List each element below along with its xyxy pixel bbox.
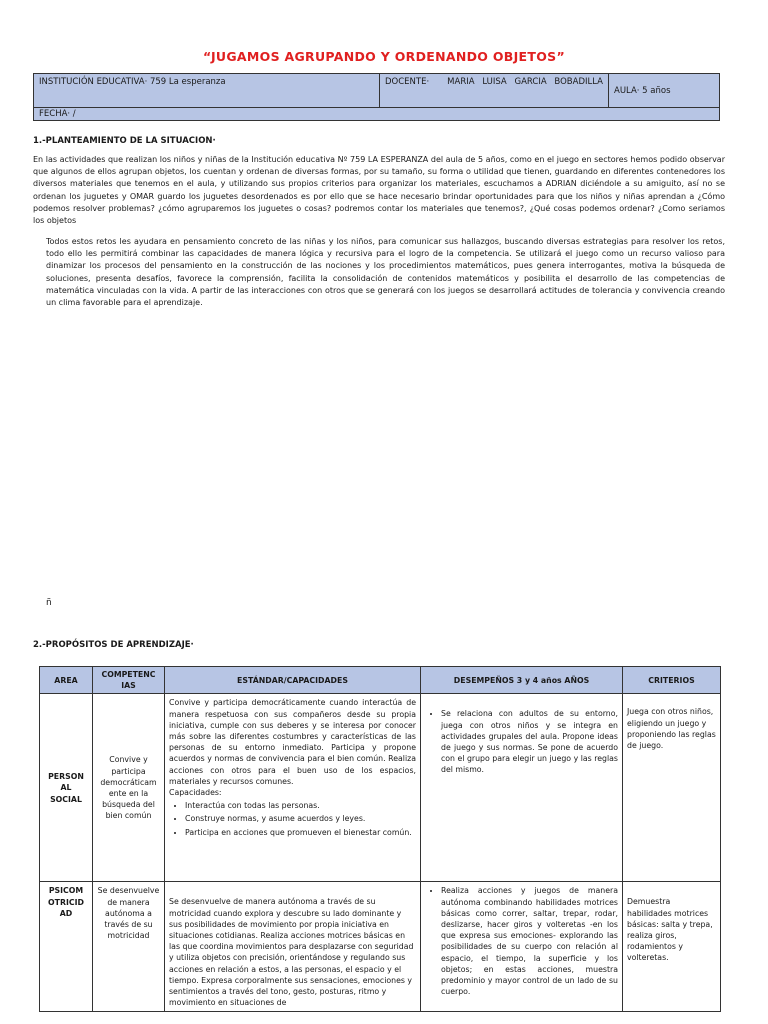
- document-title: “JUGAMOS AGRUPANDO Y ORDENANDO OBJETOS”: [203, 49, 565, 64]
- fecha-cell: FECHA· /: [34, 108, 720, 121]
- area-cell: PERSON AL SOCIAL: [40, 694, 93, 882]
- situation-paragraph-2: Todos estos retos les ayudara en pensamiento concreto de las niñas y los niños, para comunicar sus hallazgos, buscando diversas estrategias para resolver los retos, todo ello les permitirá combinar las capacidades de manera lógica y recursiva para el logro de la competencia. Se utilizará el juego como un recurso valioso para dinamizar los procesos del pensamiento en la construcción de las nociones y los procedimientos matemáticos, pues genera interrogantes, motiva la búsqueda de soluciones, presenta desafíos, favorece la comprensión, facilita la consolidación de contenidos matemáticos y posibilita el desarrollo de las competencias de matemática vinculadas con la vida. A partir de las interacciones con otros que se generará con los juegos se desarrollará actitudes de tolerancia y convivencia creando un clima favorable para el aprendizaje.: [46, 237, 725, 308]
- col-header-competencias: COMPETENC IAS: [93, 667, 165, 694]
- docente-name: MARIA LUISA GARCIA BOBADILLA: [447, 77, 603, 87]
- list-item: • Participa en acciones que promueven el bienestar común.: [185, 827, 416, 838]
- list-item: • Interactúa con todas las personas.: [185, 800, 416, 811]
- list-item: • Se relaciona con adultos de su entorno, juega con otros niños y se integra en actividades grupales del aula. Propone ideas de juego y sus normas. Se pone de acuerdo con el grupo para elegir un juego y las reglas del mismo.: [441, 708, 618, 775]
- competencia-cell: Se desenvuelve de manera autónoma a través de su motricidad: [93, 882, 165, 1012]
- col-header-area: AREA: [40, 667, 93, 694]
- competencia-cell: Convive y participa democráticam ente en la búsqueda del bien común: [93, 694, 165, 882]
- capacidades-list: [169, 800, 416, 838]
- section2-heading: 2.-PROPÓSITOS DE APRENDIZAJE·: [33, 640, 194, 650]
- list-item: • Realiza acciones y juegos de manera autónoma combinando habilidades motrices básicas como correr, saltar, trepar, rodar, deslizarse, hacer giros y volteretas -en los que expresa sus emociones- explorando las posibilidades de su cuerpo con relación al espacio, el tiempo, la superficie y los objetos; en estas acciones, muestra predominio y mayor control de un lado de su cuerpo.: [441, 885, 618, 997]
- institucion-cell: INSTITUCIÓN EDUCATIVA· 759 La esperanza: [34, 74, 380, 108]
- situation-paragraph-1: En las actividades que realizan los niños y niñas de la Institución educativa Nº 759 LA ESPERANZA del aula de 5 años, como en el juego en sectores hemos podido observar que algunos de ellos agrupan objetos, los cuentan y ordenan de diversas formas, por su tamaño, su forma o utilidad que tienen, guardando en diferentes contenedores los diversos materiales que tenemos en el aula, y utilizando sus propios criterios para organizar los materiales, escuchamos a ADRIAN diciéndole a su amiguito, así no se ordenan los juguetes y OMAR guardo los juguetes desordenados es por ello que se hace necesario brindar oportunidades para que los niños y niñas aprendan a ¿Cómo podemos resolver problemas? ¿cómo agruparemos los juguetes o cosas? podremos contar los materiales que tenemos?, ¿Qué cosas podemos ordenar? ¿Como seriamos los objetos: [33, 155, 725, 226]
- estandar-cell: [165, 694, 421, 882]
- estandar-cell: Se desenvuelve de manera autónoma a través de su motricidad cuando explora y descubre su lado dominante y sus posibilidades de movimiento por propia iniciativa en situaciones cotidianas. Realiza acciones motrices básicas en las que coordina movimientos para desplazarse con seguridad y utiliza objetos con precisión, orientándose y regulando sus acciones en relación a estos, a las personas, el espacio y el tiempo. Expresa corporalmente sus sensaciones, emociones y sentimientos a través del tono, gesto, posturas, ritmo y movimiento en situaciones de: [165, 882, 421, 1012]
- table-header-row: [40, 667, 721, 694]
- col-header-criterios: CRITERIOS: [623, 667, 721, 694]
- estandar-text: Convive y participa democráticamente cuando interactúa de manera respetuosa con sus compañeros desde su propia iniciativa, cumple con sus deberes y se interesa por conocer más sobre las diferentes costumbres y características de las personas de su entorno inmediato. Participa y propone acuerdos y normas de convivencia para el bien común. Realiza acciones con otros para el buen uso de los espacios, materiales y recursos comunes.: [169, 698, 416, 786]
- header-info-table: [33, 73, 720, 121]
- docente-label: DOCENTE·: [385, 77, 430, 87]
- capacidades-label: Capacidades:: [169, 788, 222, 798]
- table-row: [40, 882, 721, 1012]
- desempenos-cell: [421, 882, 623, 1012]
- area-cell: PSICOM OTRICID AD: [40, 882, 93, 1012]
- purposes-table: [39, 666, 721, 1012]
- list-item: • Construye normas, y asume acuerdos y leyes.: [185, 813, 416, 824]
- criterios-cell: Juega con otros niños, eligiendo un juego y proponiendo las reglas de juego.: [623, 694, 721, 882]
- col-header-desempenos: DESEMPEÑOS 3 y 4 años AÑOS: [421, 667, 623, 694]
- col-header-estandar: ESTÁNDAR/CAPACIDADES: [165, 667, 421, 694]
- criterios-cell: Demuestra habilidades motrices básicas: salta y trepa, realiza giros, rodamientos y volteretas.: [623, 882, 721, 1012]
- table-row: [40, 694, 721, 882]
- stray-character: ñ: [46, 598, 52, 608]
- aula-cell: AULA· 5 años: [609, 74, 720, 108]
- docente-cell: [380, 74, 609, 108]
- desempenos-cell: [421, 694, 623, 882]
- section1-heading: 1.-PLANTEAMIENTO DE LA SITUACION·: [33, 136, 216, 146]
